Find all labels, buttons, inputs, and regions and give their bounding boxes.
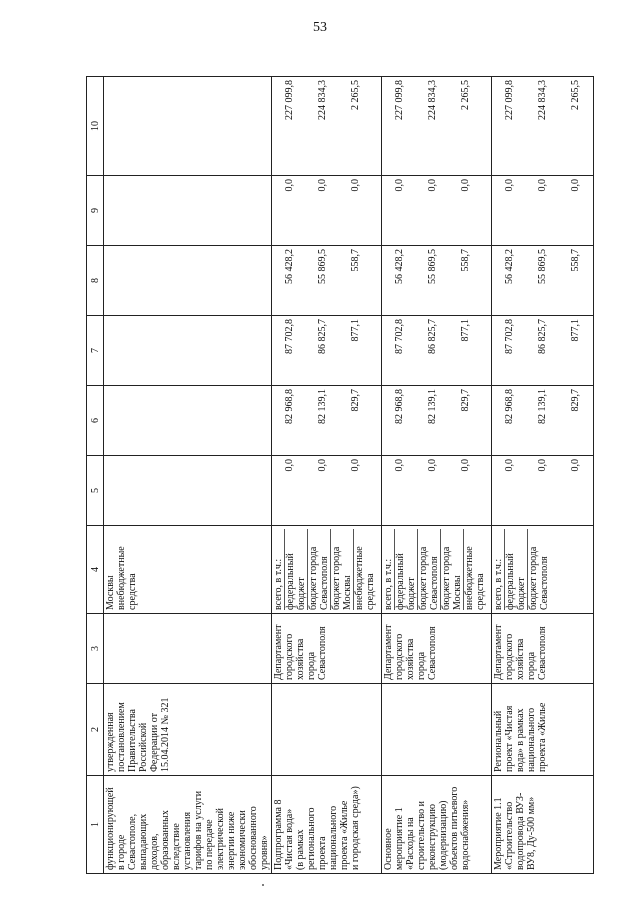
cell-text: средства [127, 573, 138, 610]
value-text: 82 968,8 [284, 389, 295, 424]
cell-text: Федерации от [149, 713, 160, 772]
cell-text: утвержденная [105, 712, 116, 772]
table-cell-col-8 [492, 246, 594, 316]
table-cell-col-10 [104, 77, 272, 176]
value-text: 0,0 [284, 459, 295, 472]
table-cell-col-3 [382, 614, 492, 684]
cell-text: вода» в рамках [515, 708, 526, 772]
table-cell-col-4 [492, 526, 594, 614]
cell-text: электрической [215, 808, 226, 870]
value-text: 877,1 [570, 319, 581, 342]
cell-text: Основное [383, 828, 394, 870]
value-text: 55 869,5 [537, 249, 548, 284]
cell-text: тарифов на услуги [193, 790, 204, 870]
cell-text: (модернизацию) [438, 800, 449, 870]
cell-text: функционирующей [105, 787, 116, 870]
cell-text: города [526, 651, 537, 680]
table-cell-col-6 [492, 386, 594, 456]
table-cell-col-3 [104, 614, 272, 684]
cell-text: бюджет города Москвы [441, 529, 464, 610]
cell-text: федеральный бюджет [395, 529, 418, 610]
cell-text: по передаче [204, 819, 215, 870]
col-header-5: 5 [87, 456, 104, 526]
table-row [492, 77, 594, 874]
cell-text: бюджет города Севастополя [528, 546, 550, 610]
value-text: 0,0 [317, 179, 328, 192]
value-text: 86 825,7 [537, 319, 548, 354]
cell-text: федеральный бюджет [505, 529, 528, 610]
cell-text: в городе [116, 834, 127, 870]
cell-text: уровня» [259, 835, 270, 870]
financing-table [86, 76, 594, 874]
col-header-7: 7 [87, 316, 104, 386]
value-text: 55 869,5 [427, 249, 438, 284]
rotated-table-wrapper [86, 77, 581, 874]
value-text: 0,0 [394, 179, 405, 192]
cell-text: города [306, 651, 317, 680]
table-cell-col-6 [382, 386, 492, 456]
cell-text: водоснабжения» [460, 799, 471, 870]
value-text: 0,0 [394, 459, 405, 472]
cell-text: Севастополя [537, 626, 548, 680]
cell-text: всего, в т.ч.: [493, 529, 505, 610]
value-text: 87 702,8 [504, 319, 515, 354]
value-text: 877,1 [460, 319, 471, 342]
value-text: 2 265,5 [460, 80, 471, 110]
table-cell-col-5 [382, 456, 492, 526]
col-header-6: 6 [87, 386, 104, 456]
cell-text: Москвы [105, 575, 116, 610]
value-text: 829,7 [570, 389, 581, 412]
cell-text: городского [284, 633, 295, 680]
cell-text: внебюджетные [116, 546, 127, 610]
table-row [382, 77, 492, 874]
table-cell-col-9 [104, 176, 272, 246]
table-cell-col-2 [492, 684, 594, 776]
value-text: 87 702,8 [284, 319, 295, 354]
col-header-2: 2 [87, 684, 104, 776]
table-cell-col-9 [382, 176, 492, 246]
value-text: 56 428,2 [504, 249, 515, 284]
cell-text: хозяйства [515, 638, 526, 680]
cell-text: всего, в т.ч.: [383, 529, 395, 610]
cell-text: водопровода ВУЗ- [515, 792, 526, 870]
cell-text: города [416, 651, 427, 680]
cell-text: бюджет города Москвы [331, 529, 354, 610]
value-text: 224 834,3 [317, 80, 328, 120]
table-cell-col-4 [382, 526, 492, 614]
value-text: 2 265,5 [350, 80, 361, 110]
table-cell-col-3 [272, 614, 382, 684]
table-cell-col-9 [492, 176, 594, 246]
value-text: 558,7 [460, 249, 471, 272]
cell-text: (в рамках [295, 829, 306, 870]
cell-text: доходов, [149, 833, 160, 870]
value-text: 0,0 [504, 459, 515, 472]
value-text: 56 428,2 [284, 249, 295, 284]
cell-text: ВУ8, Ду-500 мм» [526, 796, 537, 870]
value-text: 82 139,1 [427, 389, 438, 424]
cell-text: Департамент [493, 624, 504, 680]
value-text: 87 702,8 [394, 319, 405, 354]
value-text: 558,7 [350, 249, 361, 272]
value-text: 86 825,7 [317, 319, 328, 354]
cell-text: проекта «Жилье [339, 800, 350, 870]
value-text: 56 428,2 [394, 249, 405, 284]
col-header-8: 8 [87, 246, 104, 316]
table-cell-col-2 [272, 684, 382, 776]
cell-text: Правительства [127, 709, 138, 772]
value-text: 227 099,8 [394, 80, 405, 120]
table-cell-col-10 [382, 77, 492, 176]
value-text: 0,0 [284, 179, 295, 192]
table-cell-col-4 [272, 526, 382, 614]
cell-text: Севастополя [317, 626, 328, 680]
value-text: 0,0 [427, 179, 438, 192]
scan-speck [262, 884, 264, 886]
cell-text: Региональный [493, 710, 504, 772]
table-cell-col-7 [492, 316, 594, 386]
value-text: 82 139,1 [317, 389, 328, 424]
value-text: 0,0 [570, 459, 581, 472]
value-text: 224 834,3 [537, 80, 548, 120]
cell-text: энергии ниже [226, 811, 237, 870]
cell-text: проект «Чистая [504, 705, 515, 772]
table-cell-col-4 [104, 526, 272, 614]
rotated-table-area [86, 77, 581, 874]
page-number: 53 [313, 20, 327, 35]
cell-text: объектов питьевого [449, 786, 460, 870]
cell-text: и городская среда») [350, 786, 361, 870]
value-text: 224 834,3 [427, 80, 438, 120]
table-cell-col-8 [104, 246, 272, 316]
cell-text: Подпрограмма 8 [273, 799, 284, 870]
col-header-4: 4 [87, 526, 104, 614]
cell-text: «Расходы на [405, 817, 416, 870]
value-text: 82 968,8 [394, 389, 405, 424]
cell-text: бюджет города Севастополя [308, 529, 331, 610]
cell-text: вследствие [171, 823, 182, 870]
table-cell-col-2 [382, 684, 492, 776]
value-text: 0,0 [350, 179, 361, 192]
cell-text: проекта [317, 836, 328, 870]
value-text: 55 869,5 [317, 249, 328, 284]
value-text: 0,0 [460, 459, 471, 472]
cell-text: образованных [160, 810, 171, 870]
header-row [87, 77, 104, 874]
value-text: 82 139,1 [537, 389, 548, 424]
value-text: 0,0 [570, 179, 581, 192]
cell-text: мероприятие 1 [394, 807, 405, 870]
table-cell-col-2 [104, 684, 272, 776]
table-cell-col-6 [104, 386, 272, 456]
value-text: 0,0 [460, 179, 471, 192]
cell-text: строительство и [416, 801, 427, 870]
cell-text: федеральный бюджет [285, 529, 308, 610]
cell-text: Департамент [383, 624, 394, 680]
value-text: 829,7 [460, 389, 471, 412]
table-cell-col-1 [104, 776, 272, 874]
table-cell-col-5 [104, 456, 272, 526]
cell-text: бюджет города Севастополя [418, 529, 441, 610]
cell-text: обоснованного [248, 806, 259, 870]
cell-text: городского [504, 633, 515, 680]
cell-text: национального [526, 707, 537, 772]
value-text: 0,0 [317, 459, 328, 472]
cell-text: хозяйства [295, 638, 306, 680]
table-body [104, 77, 594, 874]
cell-text: Севастополе, [127, 813, 138, 870]
table-cell-col-1 [492, 776, 594, 874]
value-text: 0,0 [427, 459, 438, 472]
cell-text: всего, в т.ч.: [273, 529, 285, 610]
value-text: 2 265,5 [570, 80, 581, 110]
table-cell-col-9 [272, 176, 382, 246]
cell-text: Севастополя [427, 626, 438, 680]
cell-text: Департамент [273, 624, 284, 680]
value-text: 0,0 [537, 459, 548, 472]
table-cell-col-1 [272, 776, 382, 874]
cell-text: городского [394, 633, 405, 680]
table-cell-col-7 [272, 316, 382, 386]
table-cell-col-10 [272, 77, 382, 176]
table-cell-col-8 [382, 246, 492, 316]
cell-text: выпадающих [138, 813, 149, 870]
value-text: 0,0 [504, 179, 515, 192]
cell-text: экономически [237, 810, 248, 870]
cell-text: «Чистая вода» [284, 808, 295, 870]
cell-text: Российской [138, 722, 149, 772]
value-text: 829,7 [350, 389, 361, 412]
table-cell-col-7 [382, 316, 492, 386]
table-cell-col-6 [272, 386, 382, 456]
cell-text: внебюджетные средства [464, 546, 486, 610]
col-header-1: 1 [87, 776, 104, 874]
table-cell-col-10 [492, 77, 594, 176]
value-text: 227 099,8 [504, 80, 515, 120]
value-text: 227 099,8 [284, 80, 295, 120]
cell-text: Мероприятие 1.1 [493, 797, 504, 870]
col-header-3: 3 [87, 614, 104, 684]
cell-text: внебюджетные средства [354, 546, 376, 610]
value-text: 0,0 [350, 459, 361, 472]
cell-text: хозяйства [405, 638, 416, 680]
col-header-10: 10 [87, 77, 104, 176]
value-text: 877,1 [350, 319, 361, 342]
value-text: 558,7 [570, 249, 581, 272]
value-text: 86 825,7 [427, 319, 438, 354]
cell-text: «Строительство [504, 801, 515, 870]
table-cell-col-3 [492, 614, 594, 684]
cell-text: постановлением [116, 702, 127, 772]
cell-text: реконструкцию [427, 804, 438, 870]
value-text: 82 968,8 [504, 389, 515, 424]
table-cell-col-1 [382, 776, 492, 874]
cell-text: регионального [306, 807, 317, 870]
cell-text: национального [328, 805, 339, 870]
cell-text: проекта «Жилье [537, 702, 548, 772]
cell-text: установления [182, 811, 193, 870]
table-cell-col-7 [104, 316, 272, 386]
table-cell-col-5 [492, 456, 594, 526]
table-row [272, 77, 382, 874]
table-cell-col-5 [272, 456, 382, 526]
col-header-9: 9 [87, 176, 104, 246]
cell-text: 15.04.2014 № 321 [160, 697, 171, 772]
table-cell-col-8 [272, 246, 382, 316]
table-row [104, 77, 272, 874]
value-text: 0,0 [537, 179, 548, 192]
